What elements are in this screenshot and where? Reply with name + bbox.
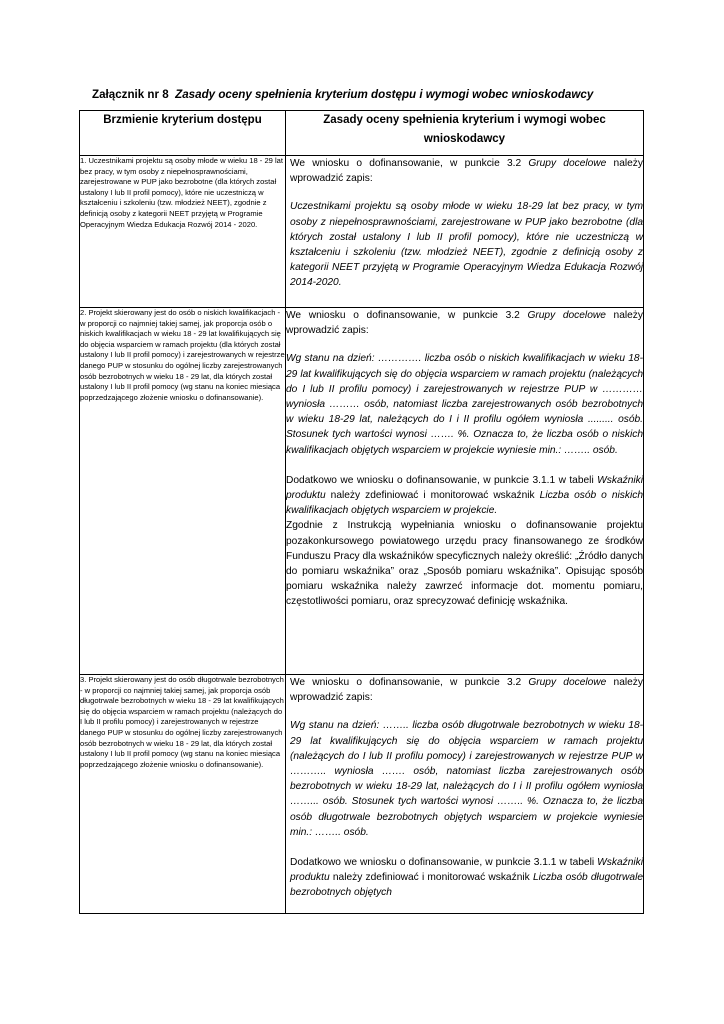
rules-quote: Uczestnikami projektu są osoby młode w wieku 18-29 lat bez pracy, w tym osoby z niepełnosprawnościami, zarejestrowane w PUP jako bezrobotne (dla których został ustalony I lub II profil pomocy), które nie uczestniczą w kształceniu i szkoleniu (tzw. młodzież NEET), zgodnie z definicją osoby z kategorii NEET przyjętą w Programie Operacyjnym Wiedza Edukacja Rozwój 2014-2020. <box>290 201 643 289</box>
rules-instruction: Zgodnie z Instrukcją wypełniania wniosku o dofinansowanie projektu pozakonkursowego powiatowego urzędu pracy finansowanego ze środków Funduszu Pracy dla wskaźników specyficznych należy określić: „Źródło danych do pomiaru wskaźnika” oraz „Sposób pomiaru wskaźnika”. Opisując sposób pomiaru wskaźnika należy zawrzeć informacje dot. momentu pomiaru, częstotliwości pomiaru, oraz sprecyzować definicję wskaźnika. <box>286 520 643 608</box>
criterion-cell: 2. Projekt skierowany jest do osób o niskich kwalifikacjach - w proporcji co najmniej takiej samej, jak proporcja osób o niskich kwalifikacjach w wieku 18 - 29 lat kwalifikujących się do objęcia wsparciem w ramach projektu (dla których został ustalony I lub II profil pomocy) i zarejestrowanych w rejestrze danego PUP w stosunku do ogólnej liczby zarejestrowanych osób bezrobotnych w wieku 18 - 29 lat, dla których został ustalony I lub II profil pomocy (wg stanu na koniec miesiąca poprzedzającego złożenie wniosku o dofinansowanie). <box>80 308 286 675</box>
rules-cell <box>286 675 644 914</box>
rules-quote: Wg stanu na dzień: …………. liczba osób o niskich kwalifikacjach w wieku 18-29 lat kwalifikujących się do objęcia wsparciem w ramach projektu (należących do I lub II profilu pomocy) i zarejestrowanych w rejestrze PUP w ………… wyniosła ……… osób, natomiast liczba zarejestrowanych osób bezrobotnych w wieku 18-29 lat, należących do I i II profilu ogółem wyniosła ......... osób. Stosunek tych wartości wynosi ……. %. Oznacza to, że liczba osób o niskich kwalifikacjach objętych wsparciem w projekcie wyniesie min.: …….. osób. <box>286 353 643 456</box>
criterion-cell: 3. Projekt skierowany jest do osób długotrwale bezrobotnych - w proporcji co najmniej takiej samej, jak proporcja osób długotrwale bezrobotnych w wieku 18 - 29 lat kwalifikujących się do objęcia wsparciem w ramach projektu (należących do I lub II profilu pomocy) i zarejestrowanych w rejestrze danego PUP w stosunku do ogólnej liczby zarejestrowanych osób bezrobotnych w wieku 18 - 29 lat, dla których został ustalony I lub II profil pomocy (wg stanu na koniec miesiąca poprzedzającego złożenie wniosku o dofinansowanie). <box>80 675 286 914</box>
table-row <box>80 156 644 308</box>
table-header-row <box>80 111 644 156</box>
rules-indicator: Dodatkowo we wniosku o dofinansowanie, w punkcie 3.1.1 w tabeli Wskaźniki produktu należy zdefiniować i monitorować wskaźnik Liczba osób o niskich kwalifikacjach objętych wsparciem w projekcie. <box>286 474 643 517</box>
heading-title: Zasady oceny spełnienia kryterium dostępu i wymogi wobec wnioskodawcy <box>175 88 594 101</box>
heading-prefix: Załącznik nr 8 <box>92 88 169 101</box>
column-header-rules: Zasady oceny spełnienia kryterium i wymogi wobec wnioskodawcy <box>286 111 644 156</box>
criteria-table <box>79 110 644 914</box>
criterion-cell: 1. Uczestnikami projektu są osoby młode w wieku 18 - 29 lat bez pracy, w tym osoby z niepełnosprawnościami, zarejestrowane w PUP jako bezrobotne (dla których został ustalony I lub II profil pomocy), które nie uczestniczą w kształceniu i szkoleniu (tzw. młodzież NEET), zgodnie z definicją osoby z kategorii NEET przyjętą w Programie Operacyjnym Wiedza Edukacja Rozwój 2014 - 2020. <box>80 156 286 308</box>
document-heading <box>92 88 652 101</box>
column-header-criterion: Brzmienie kryterium dostępu <box>80 111 286 156</box>
rules-quote: Wg stanu na dzień: …….. liczba osób długotrwale bezrobotnych w wieku 18-29 lat kwalifikujących się do objęcia wsparciem w ramach projektu (należących do I lub II profilu pomocy) i zarejestrowanych w rejestrze PUP w ……….. wyniosła ……. osób, natomiast liczba zarejestrowanych osób bezrobotnych w wieku 18-29 lat, należących do I i II profilu ogółem wyniosła ……... osób. Stosunek tych wartości wynosi …….. %. Oznacza to, że liczba osób długotrwale bezrobotnych objętych wsparciem w projekcie wyniesie min.: …….. osób. <box>290 720 643 838</box>
rules-indicator: Dodatkowo we wniosku o dofinansowanie, w punkcie 3.1.1 w tabeli Wskaźniki produktu należy zdefiniować i monitorować wskaźnik Liczba osób długotrwale bezrobotnych objętych <box>290 857 643 899</box>
table-row <box>80 675 644 914</box>
rules-cell <box>286 156 644 308</box>
rules-intro: We wniosku o dofinansowanie, w punkcie 3.2 Grupy docelowe należy wprowadzić zapis: <box>290 677 643 704</box>
rules-intro: We wniosku o dofinansowanie, w punkcie 3.2 Grupy docelowe należy wprowadzić zapis: <box>290 158 643 185</box>
table-row <box>80 308 644 675</box>
rules-cell <box>286 308 644 675</box>
rules-intro: We wniosku o dofinansowanie, w punkcie 3.2 Grupy docelowe należy wprowadzić zapis: <box>286 310 643 337</box>
